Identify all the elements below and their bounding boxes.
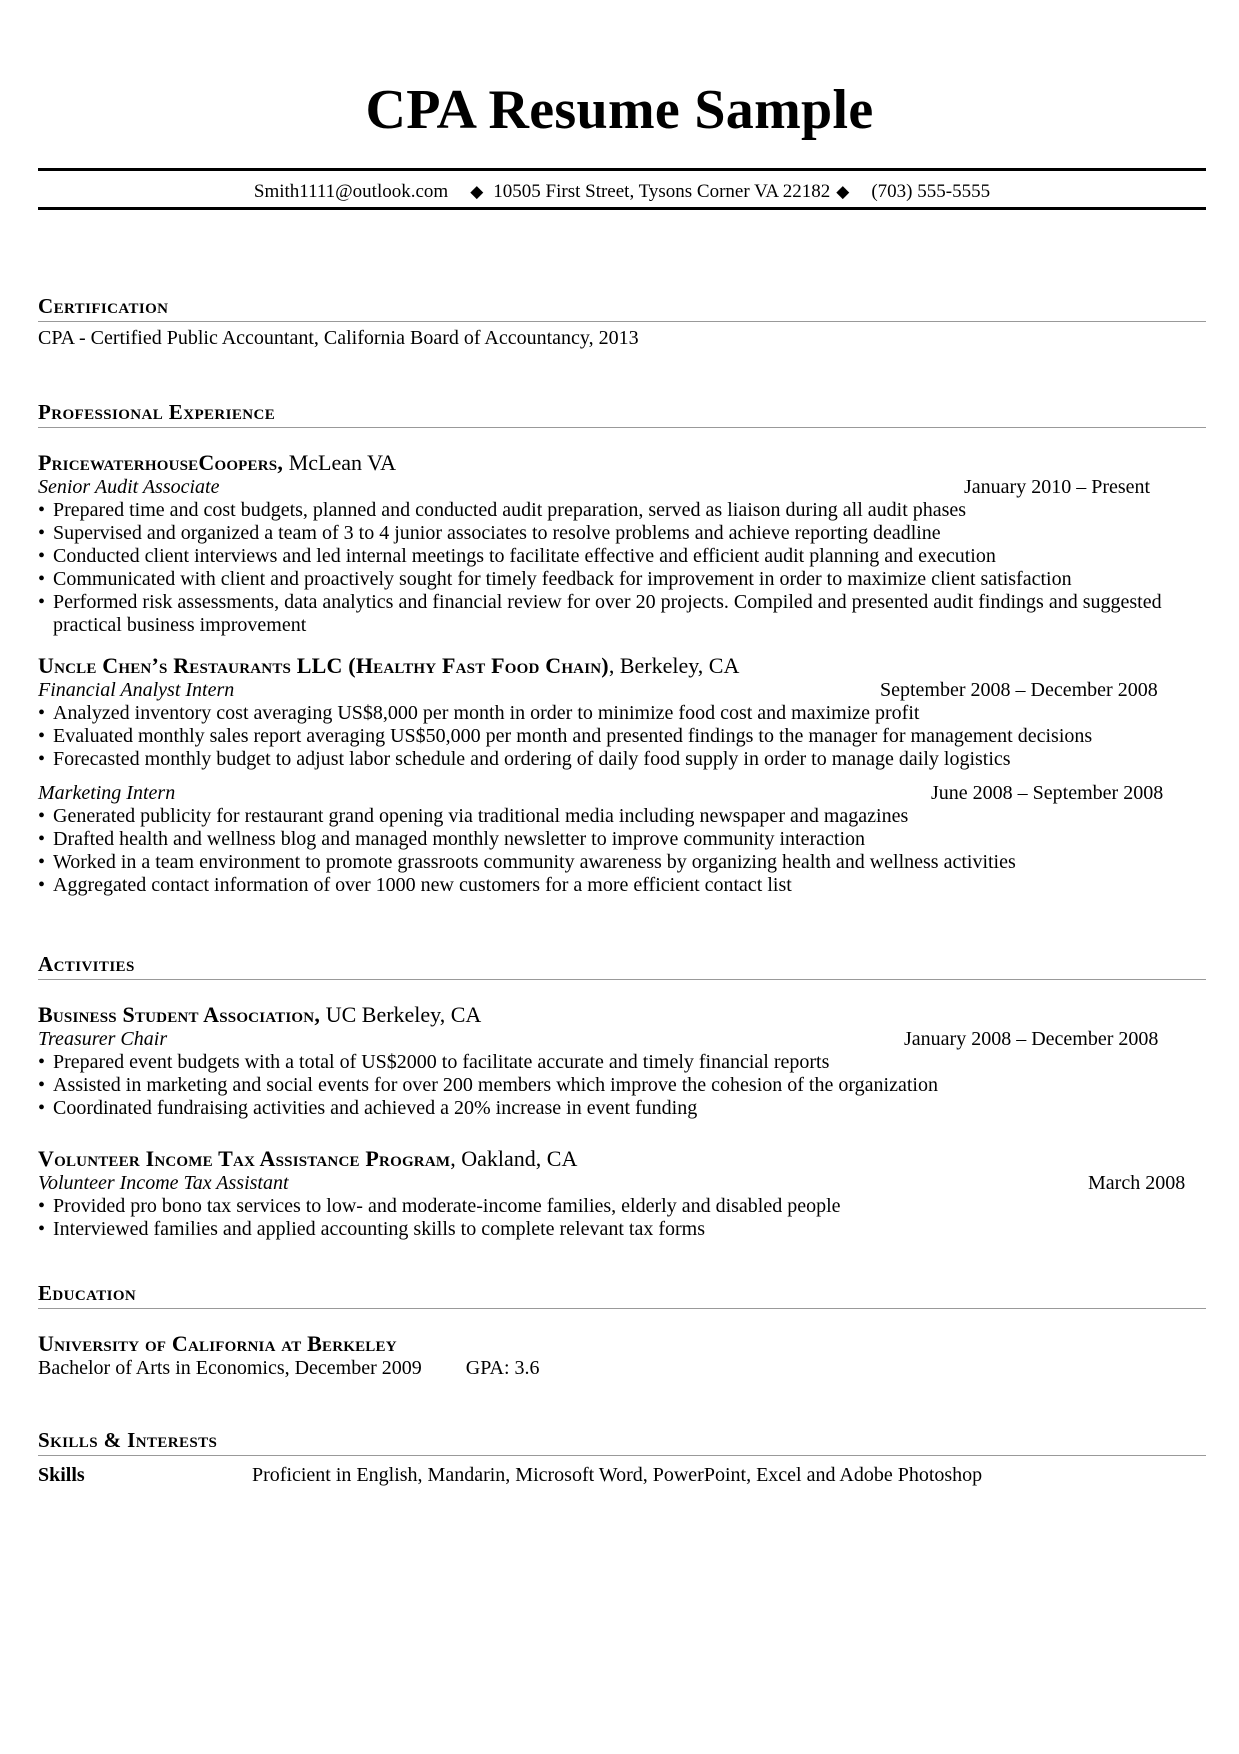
activity-dates: March 2008	[1088, 1172, 1186, 1194]
list-item: • Prepared time and cost budgets, planned and conducted audit preparation, served as liaison during all audit phases	[38, 499, 1206, 522]
job-bullets	[38, 805, 1206, 897]
skills-row	[38, 1464, 1206, 1487]
skills-section	[38, 1427, 1206, 1487]
section-divider	[38, 979, 1206, 980]
job-entry	[38, 450, 1206, 637]
section-divider	[38, 1455, 1206, 1456]
certification-text: CPA - Certified Public Accountant, California Board of Accountancy, 2013	[38, 327, 639, 349]
certification-section	[38, 293, 1206, 350]
employer-location: , Berkeley, CA	[608, 653, 740, 678]
job-entry	[38, 653, 1206, 897]
employer-location: McLean VA	[288, 450, 397, 475]
job-bullets	[38, 702, 1206, 771]
activity-bullets	[38, 1195, 1206, 1241]
skills-label: Skills	[38, 1464, 85, 1486]
section-heading: Certification	[38, 294, 169, 318]
contact-phone: (703) 555-5555	[871, 181, 991, 202]
contact-line	[38, 180, 1206, 204]
job-dates: January 2010 – Present	[964, 476, 1151, 498]
degree-line	[38, 1357, 1206, 1380]
list-item: • Assisted in marketing and social events for over 200 members which improve the cohesion of the organization	[38, 1074, 1206, 1097]
job-role: Marketing Intern June 2008 – September 2008	[38, 782, 1164, 804]
school-name: University of California at Berkeley	[38, 1331, 397, 1356]
job-dates: September 2008 – December 2008	[880, 679, 1158, 701]
section-heading: Education	[38, 1281, 137, 1305]
list-item: • Analyzed inventory cost averaging US$8,000 per month in order to minimize food cost and maximize profit	[38, 702, 1206, 725]
list-item: • Communicated with client and proactively sought for timely feedback for improvement in order to maximize client satisfaction	[38, 568, 1206, 591]
job-dates: June 2008 – September 2008	[931, 782, 1164, 804]
header-bottom-rule	[38, 207, 1206, 210]
education-section	[38, 1280, 1206, 1380]
activity-bullets	[38, 1051, 1206, 1120]
activity-role: Volunteer Income Tax Assistant March 2008	[38, 1172, 1186, 1194]
degree-text: Bachelor of Arts in Economics, December 2009	[38, 1357, 422, 1379]
list-item: • Provided pro bono tax services to low- and moderate-income families, elderly and disabled people	[38, 1195, 1206, 1218]
job-bullets	[38, 499, 1206, 637]
activity-entry	[38, 1146, 1206, 1241]
list-item: • Aggregated contact information of over 1000 new customers for a more efficient contact list	[38, 874, 1206, 897]
list-item: • Performed risk assessments, data analytics and financial review for over 20 projects. Compiled and presented audit findings and suggested practical business improvement	[38, 591, 1206, 637]
contact-email: Smith1111@outlook.com	[253, 181, 449, 202]
organization-name: Volunteer Income Tax Assistance Program, Oakland, CA	[38, 1146, 578, 1171]
page-title: CPA Resume Sample	[365, 79, 874, 141]
organization-location: UC Berkeley, CA	[325, 1002, 482, 1027]
job-role: Financial Analyst Intern September 2008 – December 2008	[38, 679, 1158, 701]
header-top-rule	[38, 168, 1206, 171]
skills-text: Proficient in English, Mandarin, Microsoft Word, PowerPoint, Excel and Adobe Photoshop	[252, 1464, 983, 1486]
section-divider	[38, 427, 1206, 428]
employer-name: Uncle Chen’s Restaurants LLC (Healthy Fast Food Chain), Berkeley, CA	[38, 653, 740, 678]
list-item: • Forecasted monthly budget to adjust labor schedule and ordering of daily food supply in order to manage daily logistics	[38, 748, 1206, 771]
job-role: Senior Audit Associate January 2010 – Present	[38, 476, 1151, 498]
section-divider	[38, 1308, 1206, 1309]
activity-entry	[38, 1002, 1206, 1120]
diamond-separator-icon: ◆	[836, 182, 850, 202]
section-heading: Skills & Interests	[38, 1428, 218, 1452]
section-heading: Professional Experience	[38, 400, 276, 424]
organization-location: , Oakland, CA	[450, 1146, 578, 1171]
organization-name: Business Student Association, UC Berkeley, CA	[38, 1002, 482, 1027]
list-item: • Interviewed families and applied accounting skills to complete relevant tax forms	[38, 1218, 1206, 1241]
list-item: • Drafted health and wellness blog and managed monthly newsletter to improve community interaction	[38, 828, 1206, 851]
contact-address: 10505 First Street, Tysons Corner VA 22182	[493, 181, 831, 202]
experience-section	[38, 399, 1206, 897]
diamond-separator-icon: ◆	[470, 182, 484, 202]
activity-role: Treasurer Chair January 2008 – December 2008	[38, 1028, 1159, 1050]
section-divider	[38, 321, 1206, 322]
gpa-text: GPA: 3.6	[465, 1357, 540, 1379]
list-item: • Evaluated monthly sales report averaging US$50,000 per month and presented findings to the manager for management decisions	[38, 725, 1206, 748]
list-item: • Generated publicity for restaurant grand opening via traditional media including newspaper and magazines	[38, 805, 1206, 828]
list-item: • Coordinated fundraising activities and achieved a 20% increase in event funding	[38, 1097, 1206, 1120]
activity-dates: January 2008 – December 2008	[904, 1028, 1159, 1050]
employer-name: PricewaterhouseCoopers, McLean VA	[38, 450, 397, 475]
list-item: • Supervised and organized a team of 3 to 4 junior associates to resolve problems and achieve reporting deadline	[38, 522, 1206, 545]
list-item: • Conducted client interviews and led internal meetings to facilitate effective and efficient audit planning and execution	[38, 545, 1206, 568]
list-item: • Prepared event budgets with a total of US$2000 to facilitate accurate and timely financial reports	[38, 1051, 1206, 1074]
list-item: • Worked in a team environment to promote grassroots community awareness by organizing health and wellness activities	[38, 851, 1206, 874]
section-heading: Activities	[38, 952, 135, 976]
activities-section	[38, 951, 1206, 1241]
